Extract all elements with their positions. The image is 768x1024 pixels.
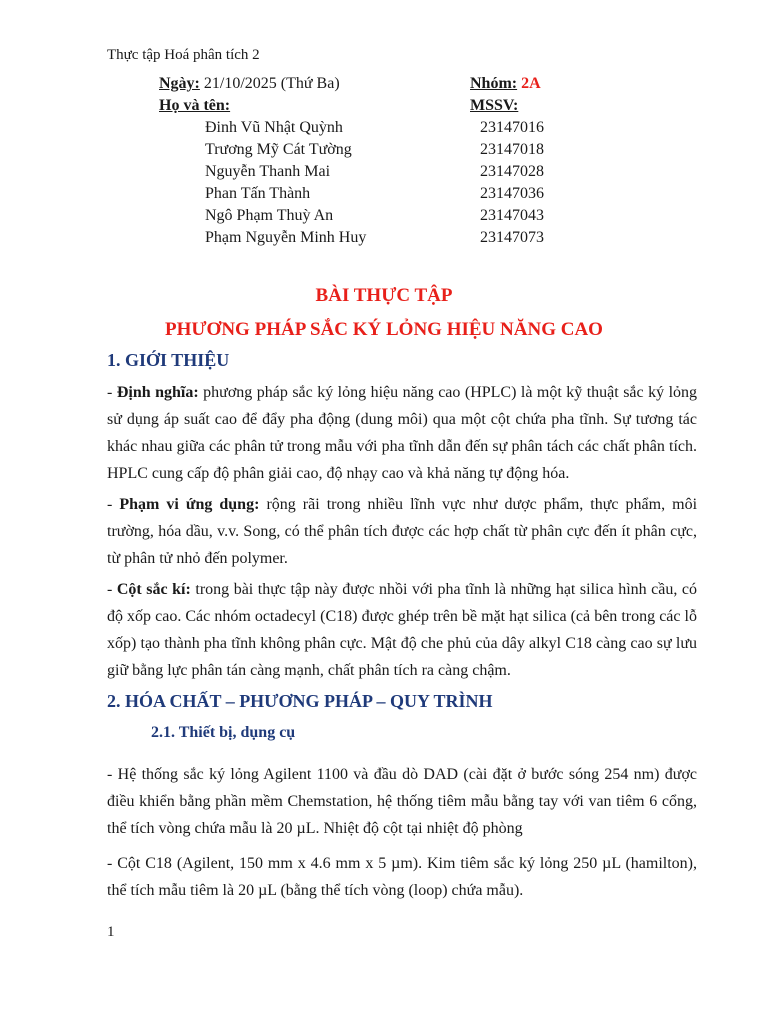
member-id: 23147016 [480, 119, 544, 136]
date-label: Ngày: [159, 75, 200, 92]
group-label: Nhóm: [470, 75, 518, 92]
member-name: Trương Mỹ Cát Tường [205, 141, 352, 158]
column-spec-paragraph: - Cột C18 (Agilent, 150 mm x 4.6 mm x 5 µm). Kim tiêm sắc ký lỏng 250 µL (hamilton), thể tích mẫu tiêm là 20 µL (bằng thể tích vòng (loop) chứa mẫu). [107, 855, 697, 899]
member-name: Đinh Vũ Nhật Quỳnh [205, 119, 343, 136]
date-value: 21/10/2025 (Thứ Ba) [203, 75, 340, 92]
name-header [159, 95, 230, 117]
section-2-1-heading: 2.1. Thiết bị, dụng cụ [151, 724, 296, 741]
member-name: Ngô Phạm Thuỳ An [205, 207, 334, 224]
member-id: 23147018 [480, 141, 544, 158]
equipment-paragraph: - Hệ thống sắc ký lỏng Agilent 1100 và đầu dò DAD (cài đặt ở bước sóng 254 nm) được điều khiển bằng phần mềm Chemstation, hệ thống tiêm mẫu bằng tay với van tiêm 6 cổng, thể tích vòng chứa mẫu là 20 µL. Nhiệt độ cột tại nhiệt độ phòng [107, 766, 697, 837]
id-label: MSSV: [470, 97, 519, 114]
name-label: Họ và tên: [159, 97, 231, 114]
member-name: Phan Tấn Thành [205, 185, 311, 202]
column-label: Cột sắc kí: [116, 581, 191, 598]
group-value: 2A [521, 75, 541, 92]
scope-label: Phạm vi ứng dụng: [119, 496, 260, 513]
column-text: trong bài thực tập này được nhồi với pha tĩnh là những hạt silica hình cầu, có độ xốp cao. Các nhóm octadecyl (C18) được ghép trên bề mặt hạt silica (cả bên trong các lỗ xốp) tạo thành pha tĩnh không phân cực. Mật độ che phủ của dây alkyl C18 càng cao sự lưu giữ bằng lực phân tán càng mạnh, chất phân tích ra càng chậm. [107, 581, 698, 679]
running-header: Thực tập Hoá phân tích 2 [107, 47, 260, 63]
member-id: 23147043 [480, 207, 544, 224]
definition-paragraph: - Định nghĩa: phương pháp sắc ký lỏng hiệu năng cao (HPLC) là một kỹ thuật sắc ký lỏng sử dụng áp suất cao để đẩy pha động (dung môi) qua một cột chứa pha tĩnh. Sự tương tác khác nhau giữa các phân tử trong mẫu với pha tĩnh dẫn đến sự phân tách các chất phân tích. HPLC cung cấp độ phân giải cao, độ nhạy cao và khả năng tự động hóa. [107, 384, 698, 482]
date-line [159, 73, 340, 95]
member-id: 23147028 [480, 163, 544, 180]
scope-paragraph: - Phạm vi ứng dụng: rộng rãi trong nhiều lĩnh vực như dược phẩm, thực phẩm, môi trường, hóa dầu, v.v. Song, có thể phân tích được các hợp chất từ phân cực đến ít phân cực, từ phân tử nhỏ đến polymer. [107, 496, 698, 567]
member-name: Nguyễn Thanh Mai [205, 163, 331, 180]
id-header [470, 95, 518, 117]
member-name: Phạm Nguyễn Minh Huy [205, 229, 367, 246]
section-2-heading: 2. HÓA CHẤT – PHƯƠNG PHÁP – QUY TRÌNH [107, 691, 493, 711]
member-id: 23147036 [480, 185, 544, 202]
document-subtitle: PHƯƠNG PHÁP SẮC KÝ LỎNG HIỆU NĂNG CAO [165, 319, 603, 340]
definition-text: phương pháp sắc ký lỏng hiệu năng cao (HPLC) là một kỹ thuật sắc ký lỏng sử dụng áp suất cao để đẩy pha động (dung môi) qua một cột chứa pha tĩnh. Sự tương tác khác nhau giữa các phân tử trong mẫu với pha tĩnh dẫn đến sự phân tách các chất phân tích. HPLC cung cấp độ phân giải cao, độ nhạy cao và khả năng tự động hóa. [107, 384, 698, 482]
document-title: BÀI THỰC TẬP [315, 285, 453, 306]
group-line [470, 73, 541, 95]
definition-label: Định nghĩa: [116, 384, 199, 401]
member-id: 23147073 [480, 229, 544, 246]
page-number: 1 [107, 924, 115, 940]
scope-text: rộng rãi trong nhiều lĩnh vực như dược phẩm, thực phẩm, môi trường, hóa dầu, v.v. Song, có thể phân tích được các hợp chất từ phân cực đến ít phân cực, từ phân tử nhỏ đến polymer. [107, 496, 698, 567]
column-paragraph: - Cột sắc kí: trong bài thực tập này được nhồi với pha tĩnh là những hạt silica hình cầu, có độ xốp cao. Các nhóm octadecyl (C18) được ghép trên bề mặt hạt silica (cả bên trong các lỗ xốp) tạo thành pha tĩnh không phân cực. Mật độ che phủ của dây alkyl C18 càng cao sự lưu giữ bằng lực phân tán càng mạnh, chất phân tích ra càng chậm. [107, 581, 698, 679]
section-1-heading: 1. GIỚI THIỆU [107, 350, 230, 370]
